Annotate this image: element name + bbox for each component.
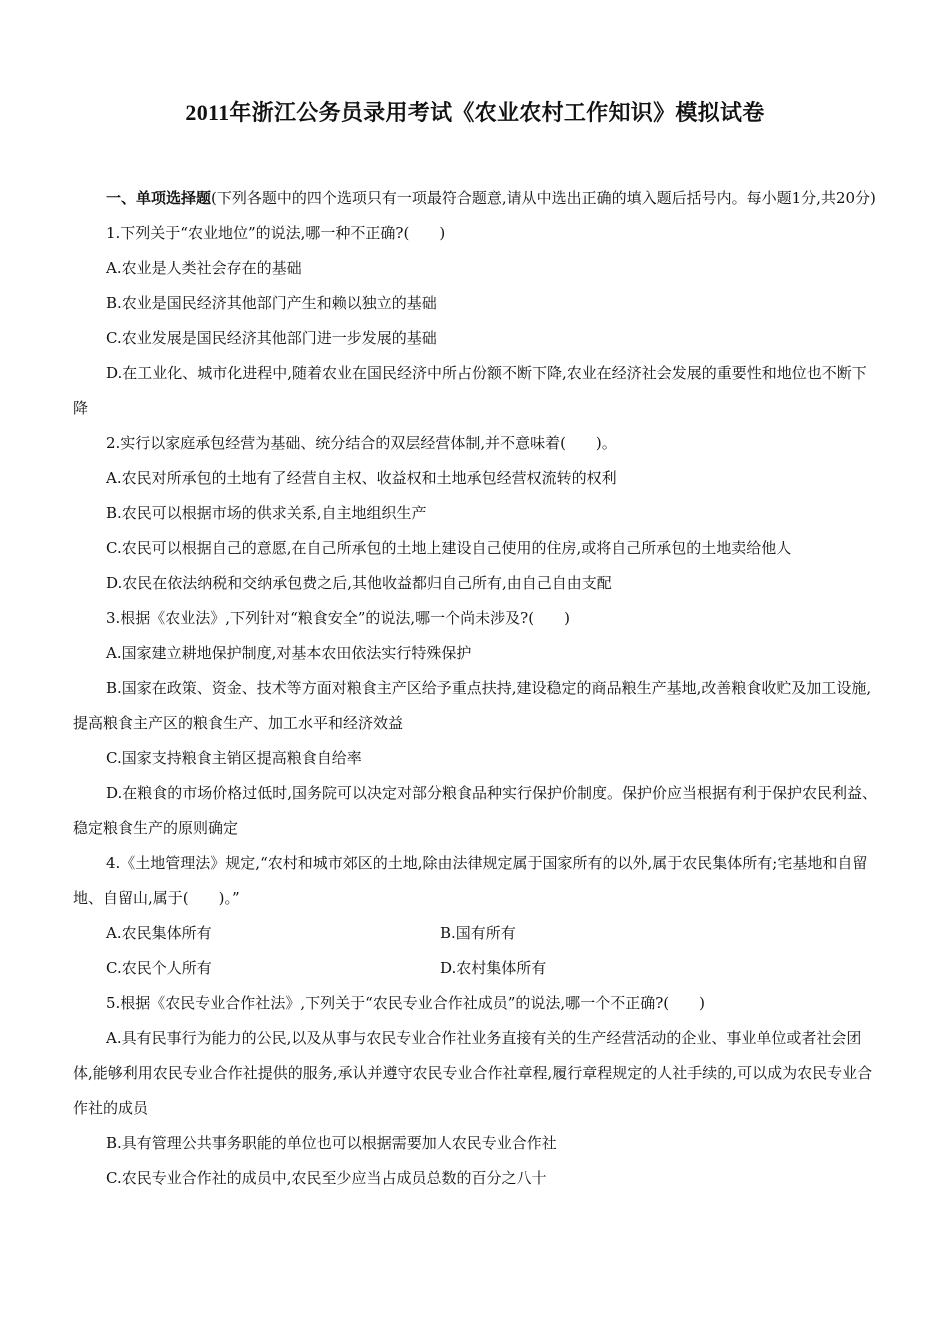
question-3-option-c: C.国家支持粮食主销区提高粮食自给率 [106,749,362,767]
question-3-option-a: A.国家建立耕地保护制度,对基本农田依法实行特殊保护 [106,644,472,662]
question-4-option-a: A.农民集体所有 [106,924,212,942]
question-3-stem: 3.根据《农业法》,下列针对“粮食安全”的说法,哪一个尚未涉及?( ) [106,609,570,627]
question-1-option-b: B.农业是国民经济其他部门产生和赖以独立的基础 [106,294,437,312]
page-title: 2011年浙江公务员录用考试《农业农村工作知识》模拟试卷 [185,100,765,125]
question-2-stem: 2.实行以家庭承包经营为基础、统分结合的双层经营体制,并不意味着( )。 [106,434,617,452]
question-2-option-d: D.农民在依法纳税和交纳承包费之后,其他收益都归自己所有,由自己自由支配 [106,574,612,592]
question-4-options-row-1 [73,916,881,951]
section-instruction: (下列各题中的四个选项只有一项最符合题意,请从中选出正确的填入题后括号内。每小题1分,共20分) [211,189,876,207]
question-5-stem: 5.根据《农民专业合作社法》,下列关于“农民专业合作社成员”的说法,哪一个不正确?( ) [106,994,705,1012]
question-5-option-b: B.具有管理公共事务职能的单位也可以根据需要加人农民专业合作社 [106,1134,557,1152]
question-4-option-c: C.农民个人所有 [106,959,212,977]
question-1-option-c: C.农业发展是国民经济其他部门进一步发展的基础 [106,329,437,347]
question-5-option-a: A.具有民事行为能力的公民,以及从事与农民专业合作社业务直接有关的生产经营活动的企业、事业单位或者社会团体,能够利用农民专业合作社提供的服务,承认并遵守农民专业合作社章程,履行章程规定的人社手续的,可以成为农民专业合作社的成员 [73,1029,873,1117]
question-4-option-b: B.国有所有 [440,924,516,942]
question-1-option-d: D.在工业化、城市化进程中,随着农业在国民经济中所占份额不断下降,农业在经济社会发展的重要性和地位也不断下降 [73,364,867,417]
question-3-option-d: D.在粮食的市场价格过低时,国务院可以决定对部分粮食品种实行保护价制度。保护价应当根据有利于保护农民利益、稳定粮食生产的原则确定 [73,784,878,837]
question-2-option-b: B.农民可以根据市场的供求关系,自主地组织生产 [106,504,427,522]
question-5-option-c: C.农民专业合作社的成员中,农民至少应当占成员总数的百分之八十 [106,1169,547,1187]
question-4-stem: 4.《土地管理法》规定,“农村和城市郊区的土地,除由法律规定属于国家所有的以外,属于农民集体所有;宅基地和自留地、自留山,属于( )。” [73,854,868,907]
exam-content [73,181,881,1196]
question-4-option-d: D.农村集体所有 [440,959,547,977]
section-intro [73,181,881,216]
question-1-stem: 1.下列关于“农业地位”的说法,哪一种不正确?( ) [106,224,446,242]
section-heading: 一、单项选择题 [106,189,212,207]
question-3-option-b: B.国家在政策、资金、技术等方面对粮食主产区给予重点扶持,建设稳定的商品粮生产基地,改善粮食收贮及加工设施,提高粮食主产区的粮食生产、加工水平和经济效益 [73,679,872,732]
question-2-option-c: C.农民可以根据自己的意愿,在自己所承包的土地上建设自己使用的住房,或将自己所承包的土地卖给他人 [106,539,792,557]
question-2-option-a: A.农民对所承包的土地有了经营自主权、收益权和土地承包经营权流转的权利 [106,469,617,487]
question-1-option-a: A.农业是人类社会存在的基础 [106,259,302,277]
question-4-options-row-2 [73,951,881,986]
